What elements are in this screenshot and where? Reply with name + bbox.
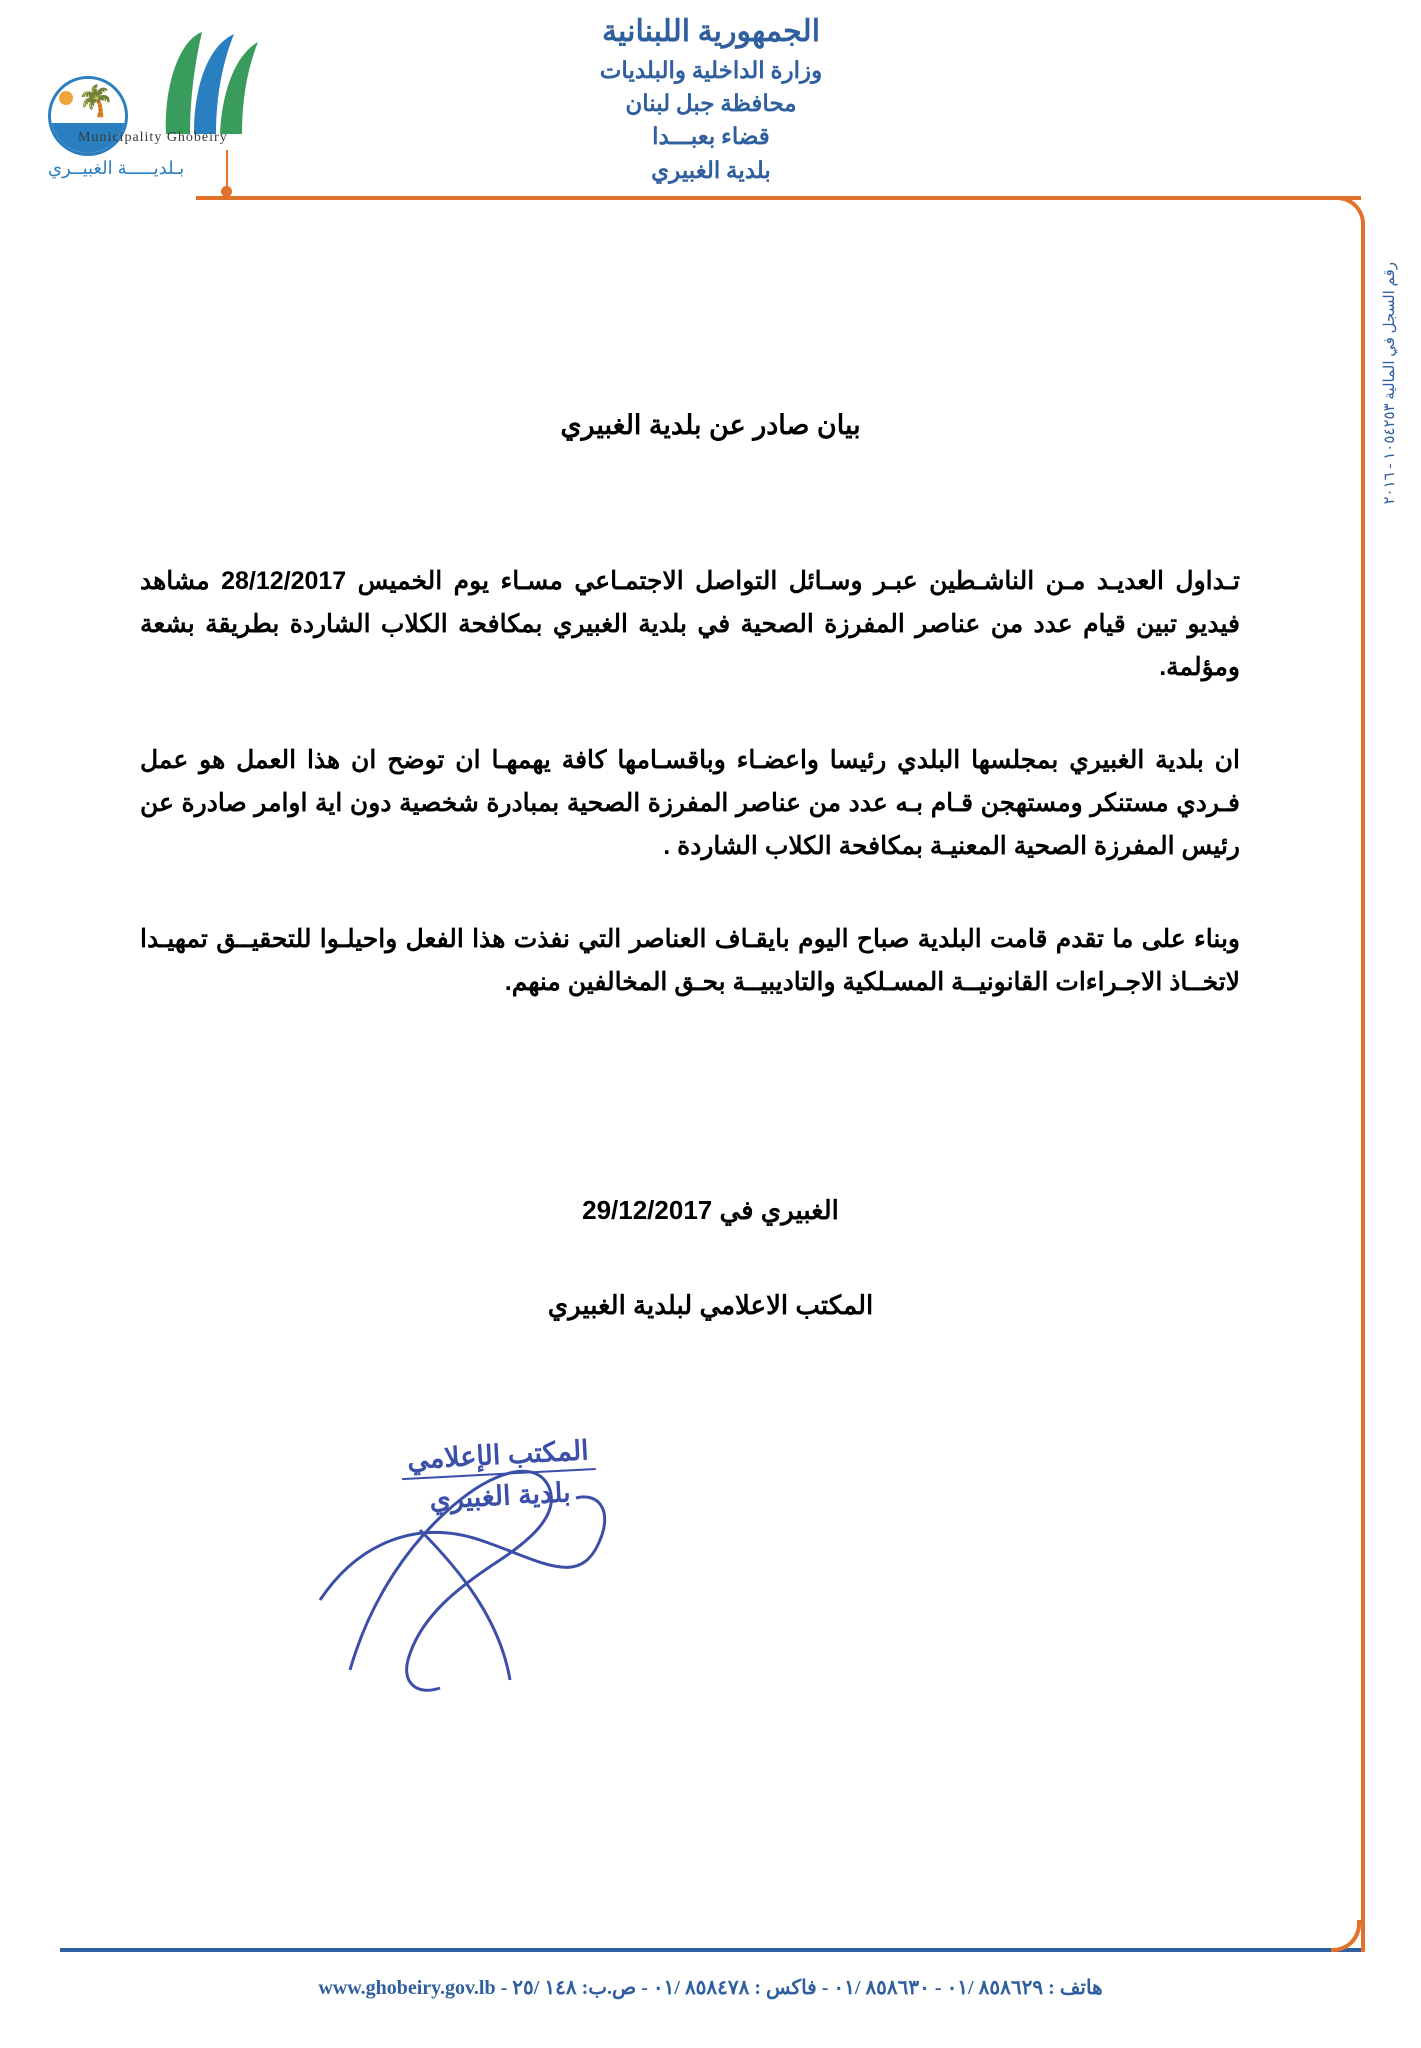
palm-icon: 🌴 — [77, 85, 115, 118]
signature-office-line: المكتب الاعلامي لبلدية الغبيري — [547, 1290, 874, 1320]
gov-line-5: بلدية الغبيري — [651, 157, 771, 183]
footer-contact: هاتف : ٨٥٨٦٢٩ /٠١ - ٨٥٨٦٣٠ /٠١ - فاكس : ٨٥٨٤٧٨ /٠١ - ص.ب: ١٤٨ /٢٥ - www.ghobeiry.gov.lb — [318, 1977, 1103, 1999]
gov-line-3: محافظة جبل لبنان — [625, 90, 797, 116]
logo-name-en: Municipality Ghobeiry — [78, 130, 228, 145]
logo-swoosh-icon — [150, 24, 270, 144]
paragraph-2: ان بلدية الغبيري بمجلسها البلدي رئيسا واعضـاء وباقسـامها كافة يهمهـا ان توضح ان هذا العمل هو عمل فـردي مستنكر ومستهجن قـام بـه عدد من عناصر المفرزة الصحية بمبادرة شخصية دون اية اوامر صادرة عن رئيس المفرزة الصحية المعنيـة بمكافحة الكلاب الشاردة . — [140, 746, 1240, 860]
handwritten-signature — [300, 1420, 720, 1720]
logo-divider — [226, 150, 228, 188]
gov-line-1: الجمهورية اللبنانية — [601, 15, 821, 48]
stamp-line-2: بلدية الغبيري — [428, 1477, 572, 1515]
sun-icon — [59, 91, 73, 105]
government-header — [531, 10, 891, 187]
registration-number: رقم السجل في المالية ١٠٥٤٢٥٣ - ٢٠١٦ — [1382, 262, 1398, 505]
document-body — [140, 560, 1240, 1004]
stamp-line-1: المكتب الإعلامي — [400, 1435, 595, 1480]
municipality-logo — [30, 18, 340, 198]
page-title: بيان صادر عن بلدية الغبيري — [560, 410, 861, 440]
right-border-line — [1361, 222, 1365, 1952]
gov-line-4: قضاء بعبـــدا — [652, 124, 770, 150]
paragraph-1: تـداول العديـد مـن الناشـطين عبـر وسـائل التواصل الاجتمـاعي مسـاء يوم الخميس 28/12/2017 مشاهد فيديو تبين قيام عدد من عناصر المفرزة الصحية في بلدية الغبيري بمكافحة الكلاب الشاردة بطريقة بشعة ومؤلمة. — [140, 567, 1240, 681]
gov-line-2: وزارة الداخلية والبلديات — [599, 57, 823, 83]
header-rule — [196, 196, 1361, 200]
date-line: الغبيري في 29/12/2017 — [582, 1195, 839, 1225]
document-header — [0, 0, 1421, 250]
paragraph-3: وبناء على ما تقدم قامت البلدية صباح اليوم بايقـاف العناصر التي نفذت هذا الفعل واحيلـوا للتحقيــق تمهيـدا لاتخــاذ الاجـراءات القانونيــة المسـلكية والتاديبيــة بحـق المخالفين منهم. — [140, 925, 1240, 996]
logo-name-ar: بـلديـــــة الغبيــري — [48, 158, 185, 178]
footer-rule — [60, 1948, 1361, 1952]
